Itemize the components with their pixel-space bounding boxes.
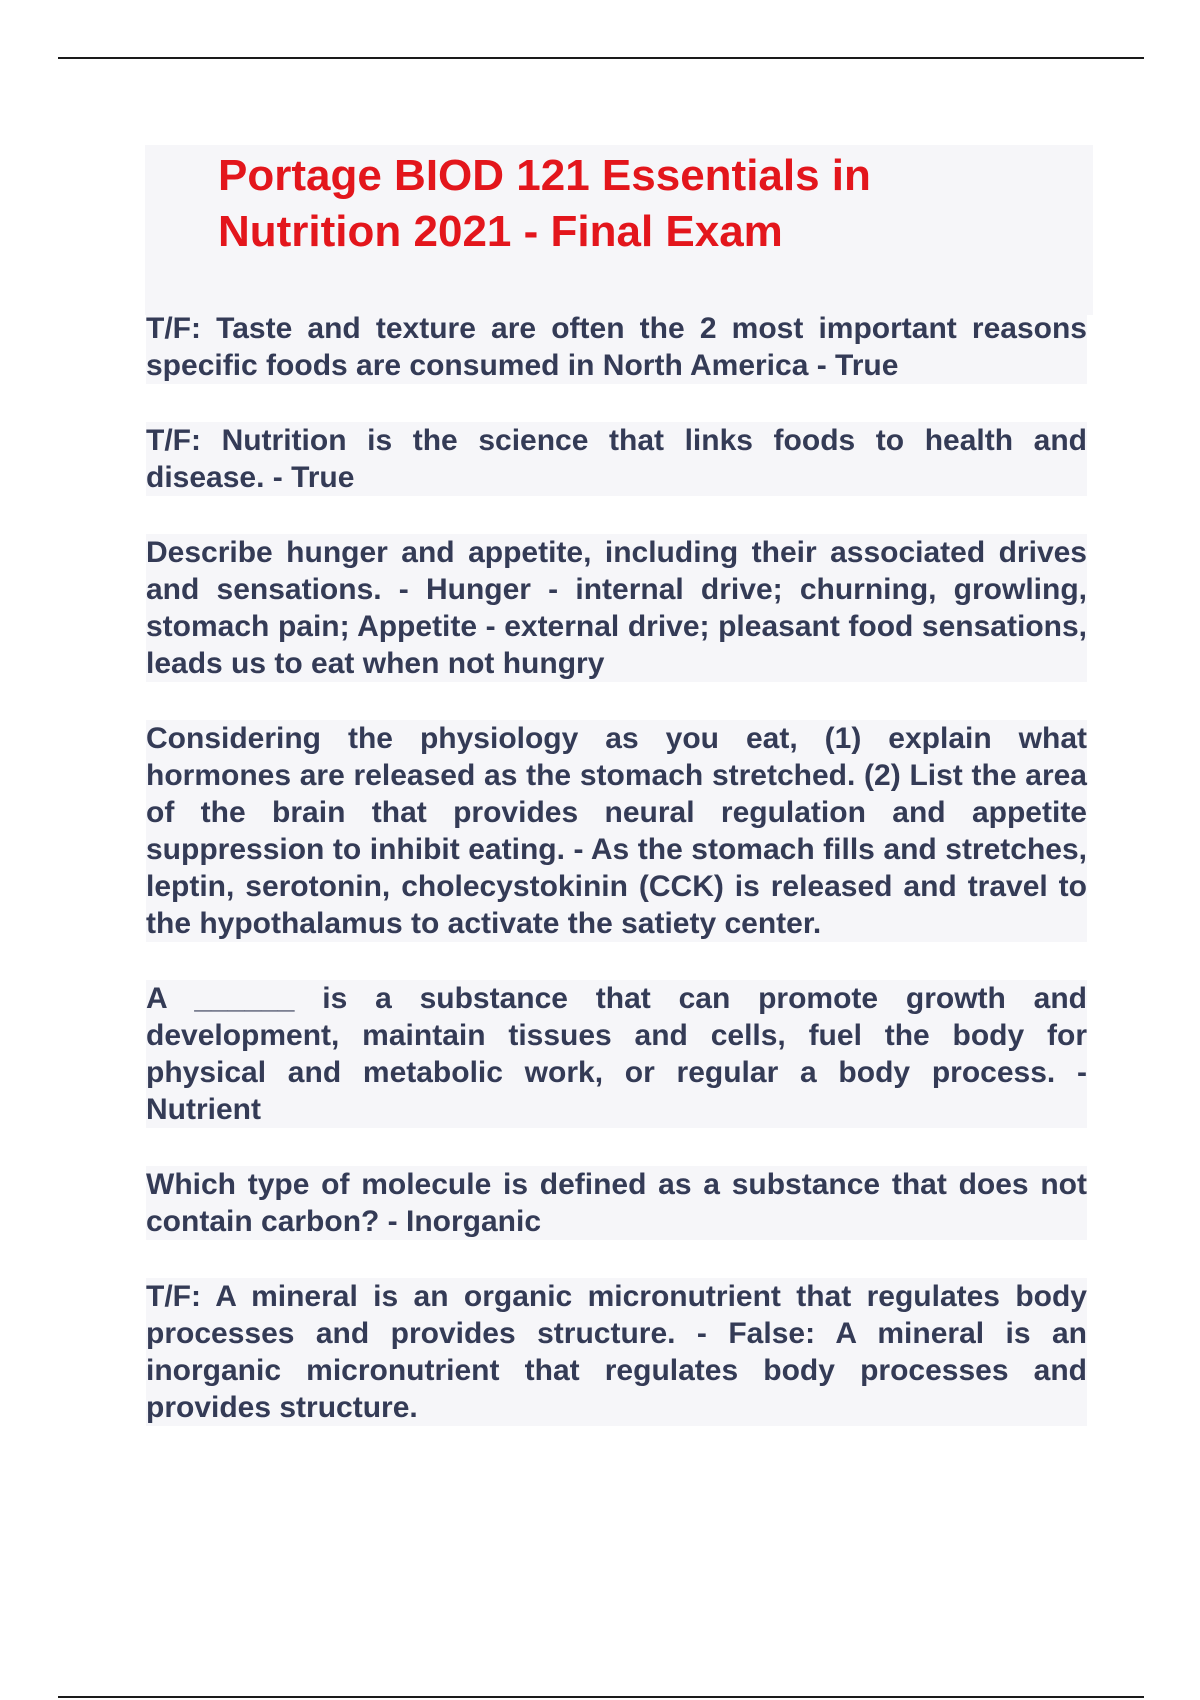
qa-item-6: Which type of molecule is defined as a substance that does not contain carbon? - Inorganic <box>146 1168 1087 1238</box>
qa-item-5: A ______ is a substance that can promote growth and development, maintain tissues and cells, fuel the body for physical and metabolic work, or regular a body process. - Nutrient <box>146 982 1087 1126</box>
header-rule <box>58 57 1144 59</box>
footer-rule <box>58 1696 1144 1698</box>
qa-item-1: T/F: Taste and texture are often the 2 most important reasons specific foods are consumed in North America - True <box>146 312 1087 382</box>
document-title: Portage BIOD 121 Essentials in Nutrition 2021 - Final Exam <box>218 151 871 256</box>
qa-item-2: T/F: Nutrition is the science that links foods to health and disease. - True <box>146 424 1087 494</box>
qa-item-3: Describe hunger and appetite, including their associated drives and sensations. - Hunger - internal drive; churning, growling, stomach pain; Appetite - external drive; pleasant food sensations, leads us to eat when not hungry <box>146 536 1087 680</box>
document-body <box>146 310 1087 1464</box>
qa-item-7: T/F: A mineral is an organic micronutrient that regulates body processes and provides structure. - False: A mineral is an inorganic micronutrient that regulates body processes and provides structure. <box>146 1280 1087 1424</box>
qa-item-4: Considering the physiology as you eat, (1) explain what hormones are released as the stomach stretched. (2) List the area of the brain that provides neural regulation and appetite suppression to inhibit eating. - As the stomach fills and stretches, leptin, serotonin, cholecystokinin (CCK) is released and travel to the hypothalamus to activate the satiety center. <box>146 722 1087 940</box>
